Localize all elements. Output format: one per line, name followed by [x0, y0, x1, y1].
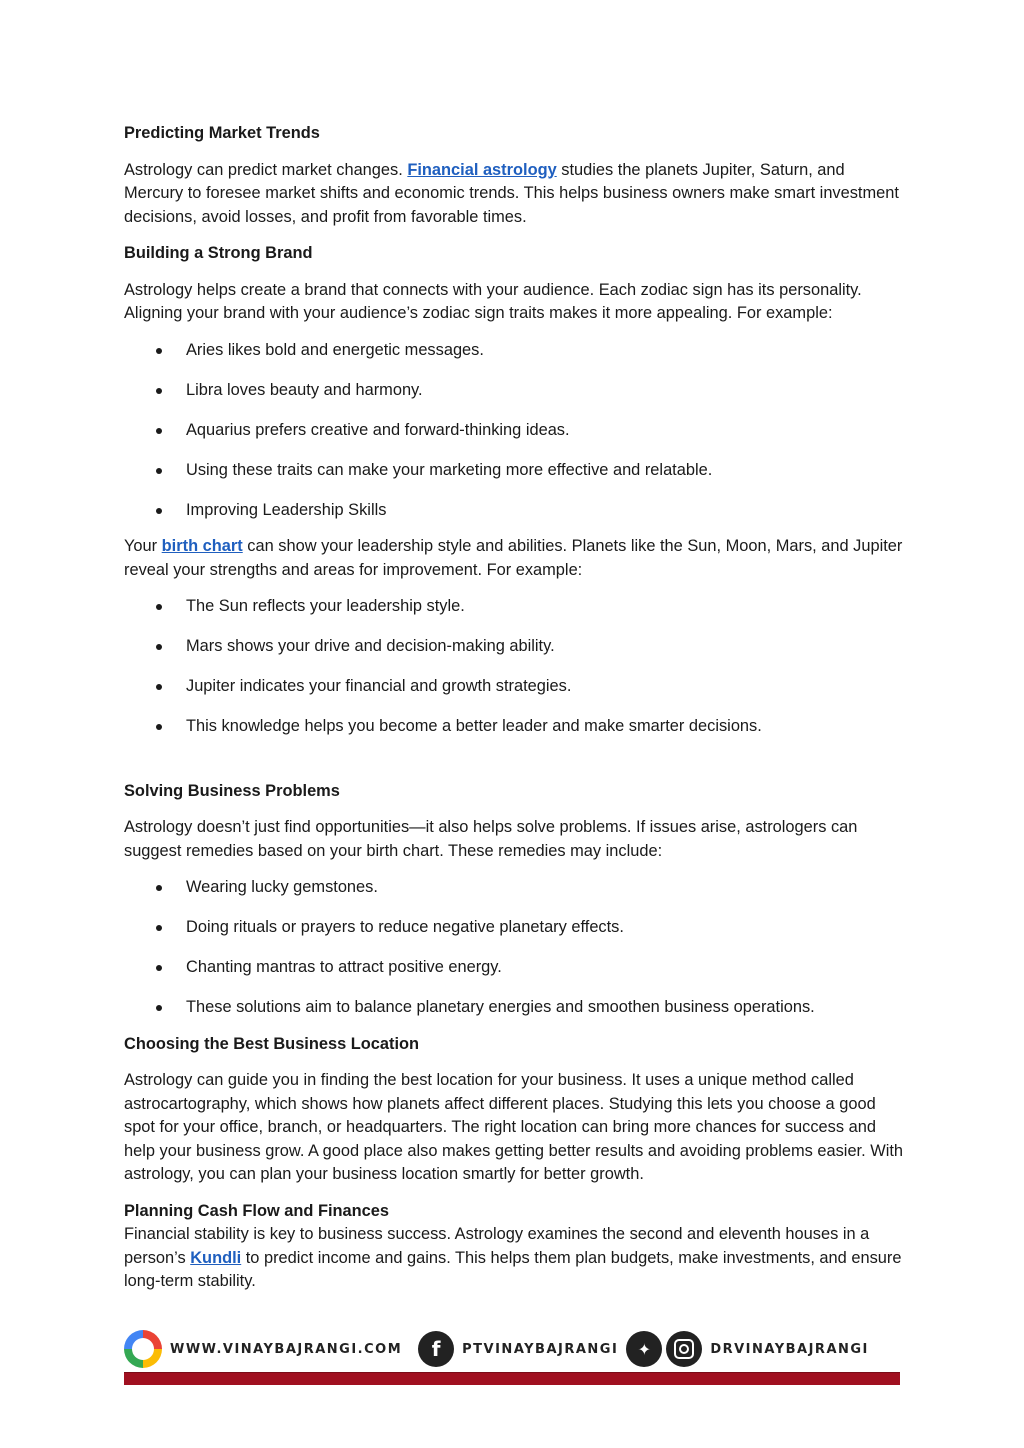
- paragraph-cash-flow: [124, 1223, 904, 1294]
- paragraph-market-trends: [124, 159, 904, 230]
- leadership-list: [124, 595, 904, 739]
- twitter-instagram-handle[interactable]: DRVINAYBAJRANGI: [710, 1341, 869, 1357]
- twitter-icon: ✦: [626, 1331, 662, 1367]
- instagram-icon: [666, 1331, 702, 1367]
- list-item: This knowledge helps you become a better leader and make smarter decisions.: [124, 715, 904, 739]
- paragraph-strong-brand: Astrology helps create a brand that connects with your audience. Each zodiac sign has its personality. Aligning your brand with your audience’s zodiac sign traits makes it more appealing. For example:: [124, 280, 862, 322]
- remedies-list: [124, 876, 904, 1020]
- brand-list: [124, 339, 904, 523]
- list-item: Mars shows your drive and decision-making ability.: [124, 635, 904, 659]
- list-item: The Sun reflects your leadership style.: [124, 595, 904, 619]
- text-run: can show your leadership style and abilities. Planets like the Sun, Moon, Mars, and Jupiter reveal your strengths and areas for improvement. For example:: [124, 537, 903, 579]
- section-cash-flow: [124, 1200, 904, 1294]
- heading-business-location: Choosing the Best Business Location: [124, 1034, 420, 1053]
- text-run: Your: [124, 537, 162, 555]
- list-item: Wearing lucky gemstones.: [124, 876, 904, 900]
- section-business-problems: [124, 780, 904, 1020]
- website-text[interactable]: WWW.VINAYBAJRANGI.COM: [170, 1341, 403, 1357]
- kundli-link[interactable]: Kundli: [190, 1248, 242, 1267]
- section-market-trends: [124, 122, 904, 229]
- list-item: These solutions aim to balance planetary energies and smoothen business operations.: [124, 996, 904, 1020]
- list-item: Doing rituals or prayers to reduce negative planetary effects.: [124, 916, 904, 940]
- spacer: [124, 752, 904, 780]
- document-body: [124, 122, 904, 1307]
- heading-market-trends: Predicting Market Trends: [124, 124, 320, 142]
- footer-banner: [124, 1330, 900, 1384]
- list-item: Improving Leadership Skills: [124, 499, 904, 523]
- list-item: Using these traits can make your marketing more effective and relatable.: [124, 459, 904, 483]
- google-icon: [124, 1330, 162, 1368]
- text-run: studies the planets Jupiter, Saturn, and Mercury to foresee market shifts and economic trends. This helps business owners make smart investment decisions, avoid losses, and profit from favorable times.: [124, 160, 899, 226]
- financial-astrology-link[interactable]: Financial astrology: [407, 160, 557, 179]
- list-item: Aquarius prefers creative and forward-thinking ideas.: [124, 419, 904, 443]
- paragraph-business-problems: Astrology doesn’t just find opportunities—it also helps solve problems. If issues arise, astrologers can suggest remedies based on your birth chart. These remedies may include:: [124, 818, 858, 860]
- section-strong-brand: [124, 242, 904, 522]
- facebook-handle[interactable]: PTVINAYBAJRANGI: [462, 1341, 619, 1357]
- text-run: Financial stability is key to business success. Astrology examines the second and eleventh houses in a person’s: [124, 1225, 870, 1267]
- paragraph-business-location: Astrology can guide you in finding the best location for your business. It uses a unique method called astrocartography, which shows how planets affect different places. Studying this lets you choose a good spot for your office, branch, or headquarters. The right location can bring more chances for success and help your business grow. A good place also makes getting better results and avoiding problems easier. With astrology, you can plan your business location smartly for better growth.: [124, 1071, 904, 1183]
- heading-business-problems: Solving Business Problems: [124, 781, 340, 800]
- footer-contacts: [124, 1330, 900, 1368]
- text-run: to predict income and gains. This helps them plan budgets, make investments, and ensure long-term stability.: [124, 1248, 902, 1290]
- text-run: Astrology can predict market changes.: [124, 160, 408, 179]
- section-business-location: [124, 1033, 904, 1187]
- footer-red-bar: [124, 1372, 900, 1385]
- paragraph-leadership: [124, 535, 904, 582]
- list-item: Aries likes bold and energetic messages.: [124, 339, 904, 363]
- heading-cash-flow: Planning Cash Flow and Finances: [124, 1201, 390, 1220]
- list-item: Chanting mantras to attract positive energy.: [124, 956, 904, 980]
- heading-strong-brand: Building a Strong Brand: [124, 244, 313, 262]
- section-leadership: [124, 535, 904, 739]
- list-item: Jupiter indicates your financial and growth strategies.: [124, 675, 904, 699]
- list-item: Libra loves beauty and harmony.: [124, 379, 904, 403]
- facebook-icon: f: [418, 1331, 454, 1367]
- birth-chart-link[interactable]: birth chart: [161, 537, 243, 555]
